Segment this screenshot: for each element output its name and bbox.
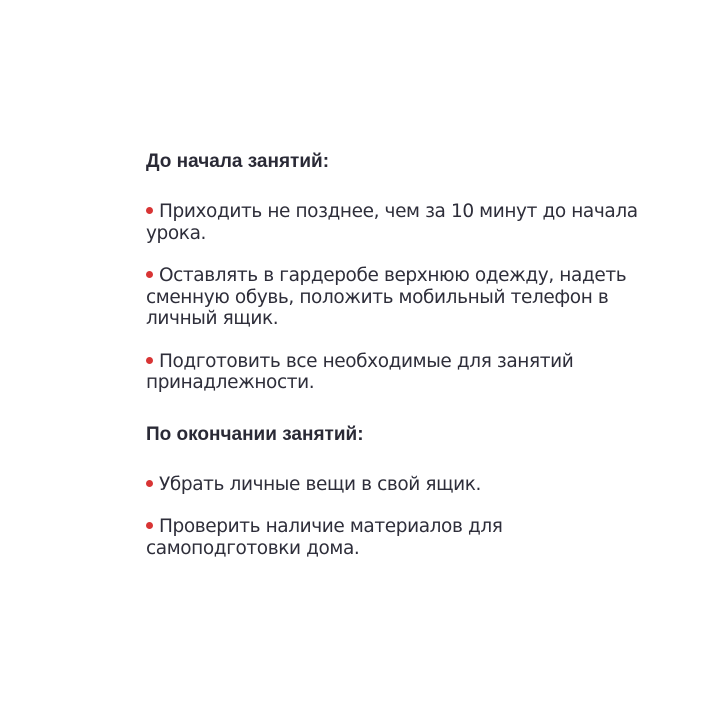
bullet-dot-icon [146,207,153,214]
list-item-text: Подготовить все необходимые для занятий принадлежности. [146,350,574,393]
list-item [146,201,646,244]
list-item-text: Оставлять в гардеробе верхнюю одежду, надеть сменную обувь, положить мобильный телефон в личный ящик. [146,265,627,329]
list-item-text: Приходить не позднее, чем за 10 минут до начала урока. [146,201,638,244]
list-item-text: Проверить наличие материалов для самоподготовки дома. [146,516,503,559]
section-before-class [146,151,646,394]
list-item [146,474,646,496]
section-after-class [146,424,646,560]
list-item [146,351,646,394]
bullet-dot-icon [146,271,153,278]
list-item [146,516,646,559]
rules-list-before-class [146,201,646,394]
bullet-dot-icon [146,522,153,529]
rules-document [146,151,646,559]
rules-list-after-class [146,474,646,560]
section-title-after-class: По окончании занятий: [146,423,364,445]
list-item-text: Убрать личные вещи в свой ящик. [159,473,481,495]
bullet-dot-icon [146,480,153,487]
bullet-dot-icon [146,357,153,364]
list-item [146,265,646,330]
section-title-before-class: До начала занятий: [146,151,330,172]
